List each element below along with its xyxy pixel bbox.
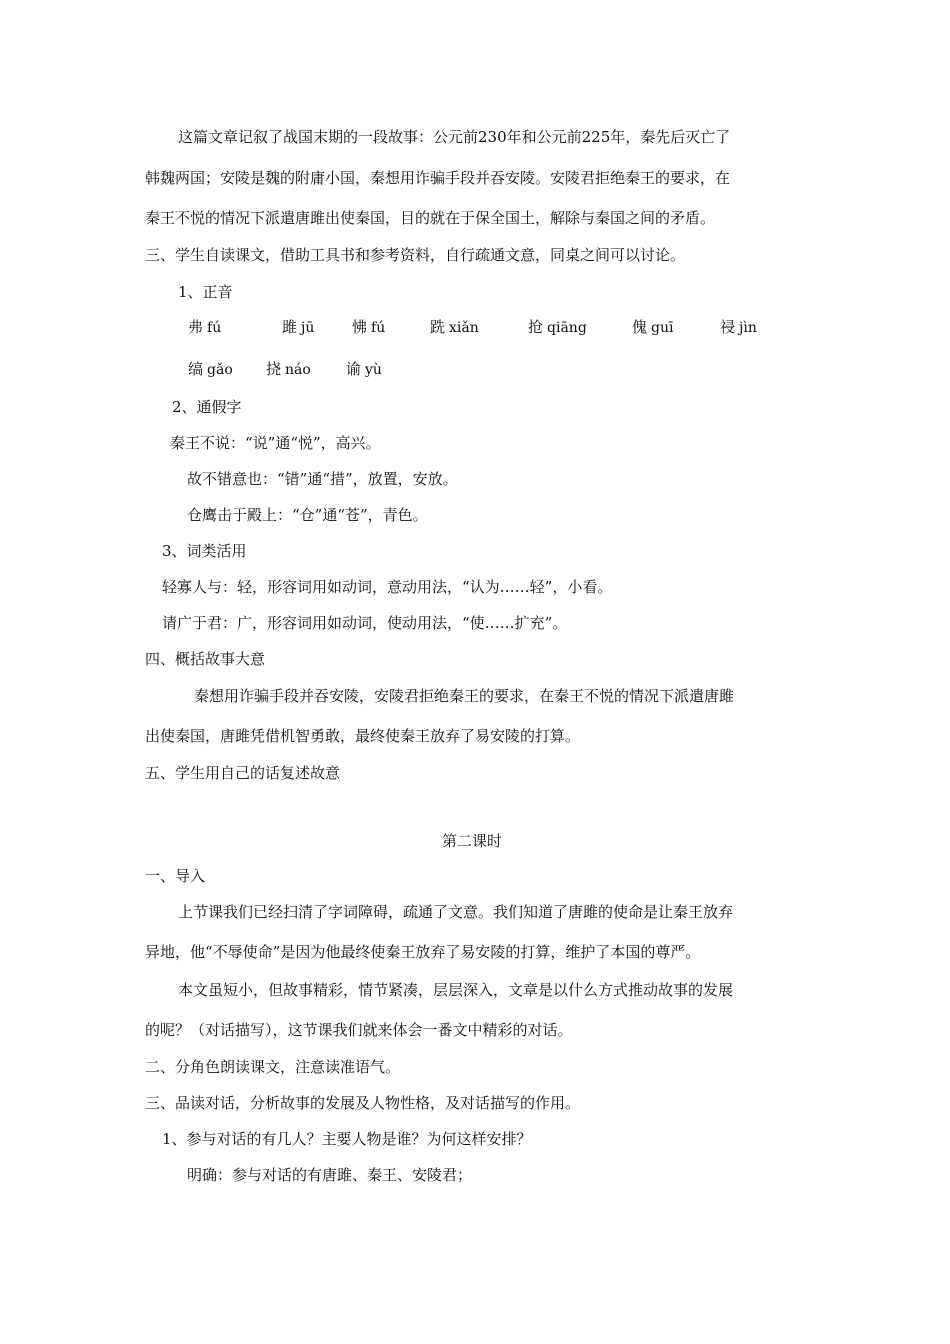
answer-1: 明确：参与对话的有唐雎、秦王、安陵君； bbox=[187, 1166, 473, 1184]
lesson-2-p2-line-1: 本文虽短小，但故事精彩，情节紧凑，层层深入，文章是以什么方式推动故事的发展 bbox=[178, 981, 734, 999]
tongjia-heading: 2、通假字 bbox=[172, 398, 242, 416]
section-5-heading: 五、学生用自己的话复述故意 bbox=[145, 764, 341, 782]
section-3-heading: 三、学生自读课文，借助工具书和参考资料，自行疏通文意，同桌之间可以讨论。 bbox=[145, 246, 686, 264]
pinyin-item: 弗 fú bbox=[188, 318, 222, 336]
intro-line-1: 这篇文章记叙了战国末期的一段故事：公元前230年和公元前225年，秦先后灭亡了 bbox=[178, 128, 731, 146]
lesson-2-p1-line-2: 异地，他“不辱使命”是因为他最终使秦王放弃了易安陵的打算，维护了本国的尊严。 bbox=[145, 943, 701, 961]
pinyin-item: 缟 gǎo bbox=[188, 360, 233, 378]
pinyin-item: 抢 qiāng bbox=[528, 318, 587, 336]
intro-line-3: 秦王不悦的情况下派遣唐雎出使秦国，目的就在于保全国土，解除与秦国之间的矛盾。 bbox=[145, 209, 716, 227]
tongjia-item: 秦王不说：“说”通“悦”，高兴。 bbox=[170, 434, 381, 452]
pinyin-item: 傀 guī bbox=[632, 318, 674, 336]
intro-line-2: 韩魏两国；安陵是魏的附庸小国，秦想用诈骗手段并吞安陵。安陵君拒绝秦王的要求，在 bbox=[145, 169, 731, 187]
summary-line-2: 出使秦国，唐雎凭借机智勇敢，最终使秦王放弃了易安陵的打算。 bbox=[145, 727, 581, 745]
tongjia-item: 故不错意也：“错”通“措”，放置，安放。 bbox=[187, 470, 458, 488]
pinyin-item: 谕 yù bbox=[346, 360, 382, 378]
lesson-2-p2-line-2: 的呢？（对话描写），这节课我们就来体会一番文中精彩的对话。 bbox=[145, 1021, 573, 1039]
section-4-heading: 四、概括故事大意 bbox=[145, 650, 266, 668]
tongjia-item: 仓鹰击于殿上：“仓”通“苍”，青色。 bbox=[187, 506, 428, 524]
lesson-2-p1-line-1: 上节课我们已经扫清了字词障碍，疏通了文意。我们知道了唐雎的使命是让秦王放弃 bbox=[178, 903, 734, 921]
cilei-item: 轻寡人与：轻，形容词用如动词，意动用法，“认为……轻”，小看。 bbox=[162, 578, 613, 596]
pinyin-item: 雎 jū bbox=[282, 318, 315, 336]
summary-line-1: 秦想用诈骗手段并吞安陵，安陵君拒绝秦王的要求，在秦王不悦的情况下派遣唐雎 bbox=[194, 687, 735, 705]
pinyin-item: 祲 jìn bbox=[720, 318, 757, 336]
cilei-heading: 3、词类活用 bbox=[162, 542, 247, 560]
question-1: 1、参与对话的有几人？主要人物是谁？为何这样安排？ bbox=[162, 1130, 532, 1148]
pronunciation-heading: 1、正音 bbox=[178, 283, 233, 301]
lesson-2-title: 第二课时 bbox=[442, 832, 503, 850]
pinyin-item: 怫 fú bbox=[352, 318, 386, 336]
lesson-2-section-3: 三、品读对话，分析故事的发展及人物性格，及对话描写的作用。 bbox=[145, 1094, 581, 1112]
lesson-2-section-2: 二、分角色朗读课文，注意读准语气。 bbox=[145, 1058, 401, 1076]
cilei-item: 请广于君：广，形容词用如动词，使动用法，“使……扩充”。 bbox=[162, 614, 568, 632]
pinyin-item: 挠 náo bbox=[266, 360, 311, 378]
intro-heading: 一、导入 bbox=[145, 867, 206, 885]
pinyin-item: 跣 xiǎn bbox=[430, 318, 479, 336]
